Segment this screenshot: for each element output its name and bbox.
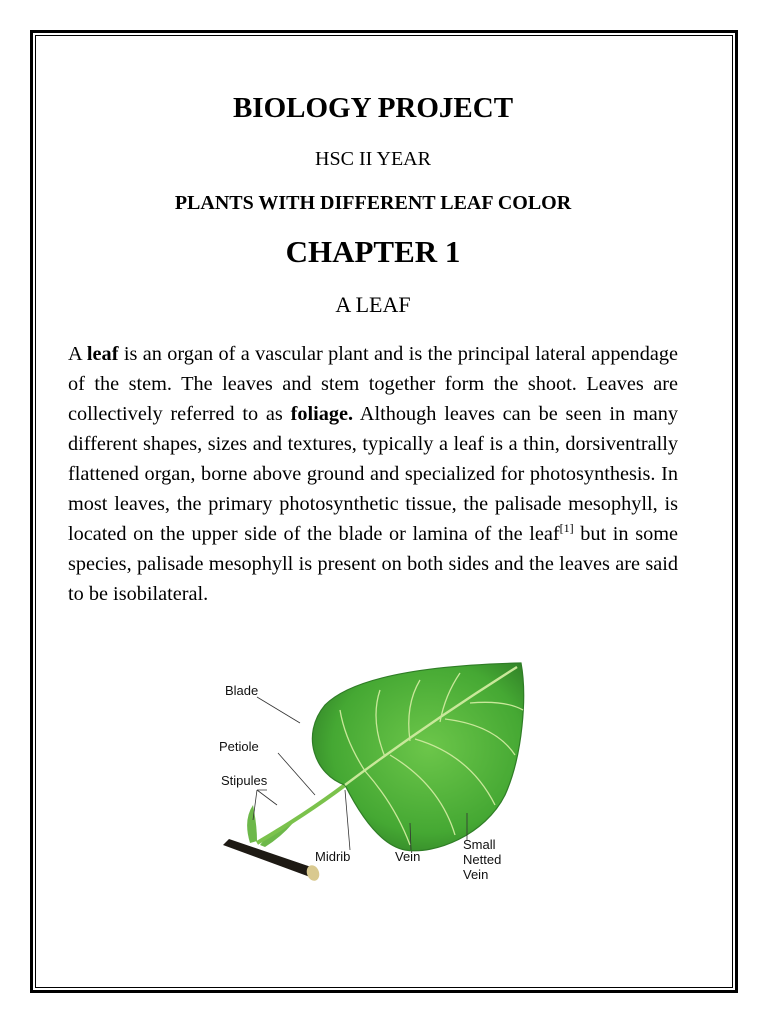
- chapter-heading: CHAPTER 1: [285, 234, 461, 269]
- body-paragraph: [68, 339, 678, 609]
- term-foliage: foliage.: [290, 403, 354, 425]
- label-small-netted-vein-3: Vein: [463, 867, 489, 882]
- document-title: BIOLOGY PROJECT: [232, 92, 514, 124]
- label-petiole: Petiole: [219, 739, 259, 754]
- section-heading: A LEAF: [335, 292, 411, 317]
- label-small-netted-vein-1: Small: [463, 837, 496, 852]
- label-vein: Vein: [395, 849, 421, 864]
- stipule-right: [260, 823, 293, 847]
- term-leaf: leaf: [86, 343, 119, 365]
- label-midrib: Midrib: [315, 849, 351, 864]
- stipule-left: [247, 805, 257, 843]
- label-stipules: Stipules: [221, 773, 268, 788]
- paragraph-text: is an organ of a vascular plant and is the principal lateral appendage of the stem. The leaves and stem together form the shoot. Leaves are collectively referred to as: [68, 343, 678, 425]
- paragraph-text: but in some species, palisade mesophyll is present on both sides and the leaves are said to be isobilateral.: [68, 523, 679, 605]
- petiole-shape: [257, 785, 345, 843]
- project-topic: PLANTS WITH DIFFERENT LEAF COLOR: [174, 192, 572, 214]
- label-small-netted-vein-2: Netted: [463, 852, 502, 867]
- leaf-blade-shape: [312, 663, 523, 851]
- label-blade: Blade: [225, 683, 259, 698]
- document-subtitle: HSC II YEAR: [315, 148, 431, 170]
- paragraph-text: Although leaves can be seen in many different shapes, sizes and textures, typically a leaf is a thin, dorsiventrally flattened organ, borne above ground and specialized for photosynthesis. In most leaves, the primary photosynthetic tissue, the palisade mesophyll, is located on the upper side of the blade or lamina of the leaf: [68, 403, 679, 545]
- twig-stem: [223, 839, 317, 877]
- leaf-diagram: [205, 655, 535, 885]
- citation-link[interactable]: [1]: [559, 521, 574, 536]
- paragraph-text: A: [68, 343, 87, 365]
